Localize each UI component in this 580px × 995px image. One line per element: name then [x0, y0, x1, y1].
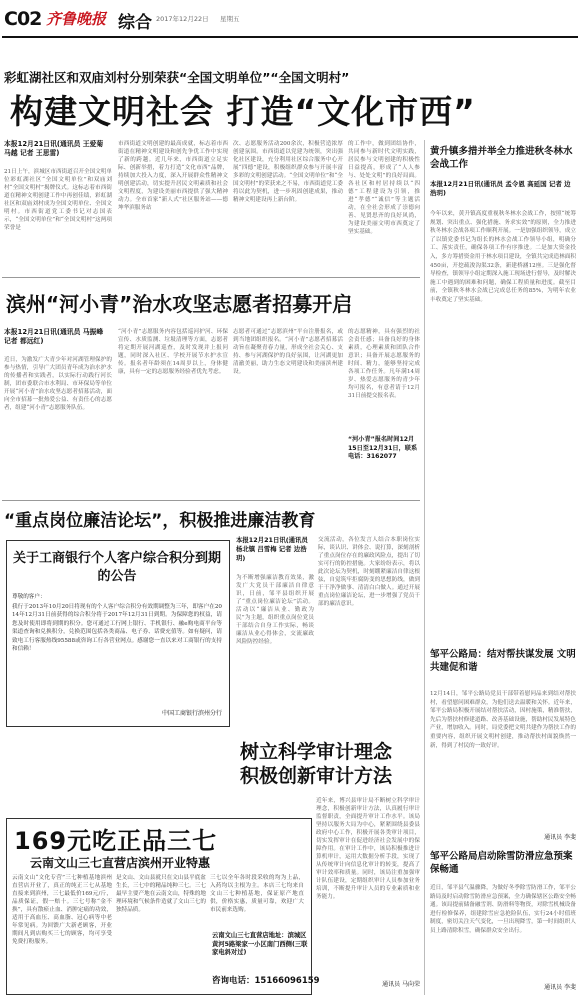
right-column-divider	[424, 140, 425, 995]
article2-headline: 滨州“河小青”治水攻坚志愿者招募开启	[6, 292, 353, 316]
sidebar1-title: 黄升镇多措并举全力推进秋冬林水会战工作	[430, 146, 573, 170]
page-code: C02	[4, 8, 42, 30]
sidebar1-byline: 本报12月21日讯(通讯员 孟令恩 高延国 记者 边浩玥)	[430, 180, 571, 197]
article1-byline: 本报12月21日讯(通讯员 王爱菊 马越 记者 王思雷)	[4, 140, 104, 157]
sidebar3-title: 邹平公路局启动除雪防滑应急预案保畅通	[430, 851, 573, 875]
article4-body: 近年来，博兴县审计局不断树立科学审计理念，积极创新审计方法，认真履行审计监督职责，全面提升审计工作水平。该局坚持以服务大局为中心，紧紧围绕县委县政府中心工作，积极开展各类审计项目，切实发挥审计在促进经济社会发展中的保障作用。在审计工作中，该局积极推进计算机审计，运用大数据分析手段，实现了从传统审计向信息化审计的转变，提高了审计效率和质量。同时，该局注重加强审计队伍建设，定期组织审计人员参加业务培训，不断提升审计人员的专业素质和业务能力。	[316, 798, 420, 900]
article3-top-rule	[2, 500, 420, 501]
sidebar2-signature: 通讯员 李斐	[544, 834, 576, 841]
article2-top-rule	[2, 277, 420, 278]
article1-col2: 市西街道文明创建的最高成就，标志着市西街道在精神文明建设和创先争优工作中实现了新的跨越。近几年来，市西街道立足实际、创新举措，着力打造“文化市西”品牌，持续加大投入力度，深入开展群众性精神文明创建活动，切实提升居民文明素质和社会文明程度，为建设美丽市西提供了强大精神动力。全市首家“新人式”社区服务站——德坤华滨服务站	[118, 141, 228, 211]
article1-col4: 的工作中，做到团结协作，共同参与新时代文明实践，居民参与文明创建的积极性日益提高，形成了“人人参与、处处文明”的良好局面。各社区和村居持续以“四德”工程建设为引领，推进“孝德”“诚信”等主题活动，在全社会形成了崇德向善、见贤思齐的良好风尚，为建设美丽文明市西奠定了坚实基础。	[348, 141, 420, 235]
article3-headline: “重点岗位廉洁论坛”，积极推进廉洁教育	[4, 511, 316, 531]
sidebar3-body: 近日，邹平县气温骤降，为做好冬季除雪防滑工作，邹平公路局及时启动除雪防滑应急预案，全力确保辖区公路安全畅通。该局提前储备融雪剂、防滑料等物资，对除雪机械设备进行检修保养，组建除雪应急抢险队伍，实行24小时值班制度，密切关注天气变化，一旦出现降雪，第一时间组织人员上路清除积雪，确保群众安全出行。	[430, 885, 576, 934]
advert-subhead: 云南文山三七直营店滨州开业特惠	[30, 856, 211, 870]
article3-byline: 本报12月21日讯(通讯员 杨北镇 吕雪梅 记者 边浩玥)	[236, 536, 308, 562]
article2-byline: 本报12月21日讯(通讯员 马振峰 记者 都远红)	[4, 328, 104, 345]
sidebar1-body: 今年以来，黄升镇高度重视秋冬林水会战工作，按照“统筹规划、突出重点、强化措施、务求实效”的原则，全力推进秋冬林水会战各项工作顺利开展。一是加强组织领导，成立了以镇党委书记为组长的林水会战工作领导小组，明确分工、落实责任，确保各项工作有序推进。二是加大资金投入，多方筹措资金用于林水项目建设，全镇共完成造林面积450亩，开挖疏浚沟渠32条，新建桥涵12座。三是强化督导检查，镇领导小组定期深入施工现场进行督导，及时解决施工中遇到的困难和问题，确保工程质量和进度。截至目前，全镇秋冬林水会战已完成总任务的85%，为明年农业丰收奠定了坚实基础。	[430, 211, 576, 303]
article2-col3: 志愿者可通过“志愿滨州”平台注册报名，或到当地团组织报名。“河小青”志愿者招募活动旨在凝聚青春力量，形成全社会关心、支持、参与河湖保护的良好氛围，让河湖更加清澈美丽，助力生态文明建设和美丽滨州建设。	[233, 329, 343, 375]
article4-headline-line1: 树立科学审计理念	[240, 741, 393, 763]
article2-notice: “河小青”报名时间12月15日至12月31日，联系电话：3162077	[348, 436, 418, 460]
advert-col1: 云南文山“文化专营”三七种植基地滨州直营店开业了，真正的纯正三七从基地直接来到滨州，三七最低价169元/斤，品质保证，假一赔十。三七号称“金不换”，具有散瘀止血、消肿定痛的功效，适用于高血压、高血脂、冠心病等中老年常见病。为回馈广大新老顾客，开业期间凡到店购买三七的顾客，均可享受免费打粉服务。	[12, 875, 112, 945]
article1-kicker: 彩虹湖社区和双庙刘村分别荣获“全国文明单位”“全国文明村”	[4, 70, 350, 85]
advert-col2: 是文山、文山县就只在文山县平底盆生长，三七中的精品纯种三七。三七最早主要产地在云南文山，特殊的地理环境和气候条件造就了文山三七的独特品质。	[116, 875, 206, 913]
issue-date: 2017年12月22日	[156, 15, 209, 23]
sidebar3-signature: 通讯员 李斐	[544, 984, 576, 991]
article3-col1: 为不断增强廉洁教育效果，激发广大党员干部廉洁自律意识，日前，邹平县组织开展了“重点岗位廉洁论坛”活动。活动以“廉洁从业、勤政为民”为主题，组织重点岗位党员干部结合自身工作实际，畅谈廉洁从业心得体会，交流廉政风险防控经验。	[236, 575, 314, 645]
article4-signature: 通讯员 马向荣	[382, 981, 420, 988]
article1-col1: 21日上午，滨城区市西街道召开全国文明单位彩虹湖社区“全国文明单位”和双庙刘村“全国文明村”揭牌仪式。这标志着市西街道在精神文明创建工作中再创佳绩，彩虹湖社区和双庙刘村成为全国文明单位、全国文明村。市西街道党工委书记对志国表示，“全国文明单位”和“全国文明村”这两项荣誉是	[4, 169, 112, 231]
article2-col4: 的志愿精神，具有强烈的社会责任感；具备良好的身体素质，心理素质和团队合作意识；具备开展志愿服务的时间、精力，能够坚持完成各项工作任务。凡年满14周岁、热爱志愿服务的青少年均可报名，有意者请于12月31日前提交报名表。	[348, 329, 420, 399]
issue-weekday: 星期五	[220, 15, 240, 23]
sidebar2-body: 12月14日，邹平公路局党员干部带着慰问品来到结对帮扶村，看望慰问困难群众，为他们送去温暖和关怀。近年来，邹平公路局积极开展结对帮扶活动，因村施策，精准帮扶，先后为帮扶村修建道路、改善基础设施，帮助村民发展特色产业，增加收入。同时，局党委把文明共建作为帮扶工作的重要内容，组织开展文明村创建，推动帮扶村面貌焕然一新，得到了村民的一致好评。	[430, 691, 576, 749]
section-name: 综合	[118, 13, 152, 33]
icbc-notice-greeting: 尊敬的客户：	[12, 594, 46, 600]
advert-col3: 三七以全年各时段采收的均为上品，入药均以主根为主。本店三七均来自文山三七种植基地，保证原产地直供，价格实惠，质量可靠，欢迎广大市民前来选购。	[210, 875, 304, 913]
article4-headline-line2: 积极创新审计方法	[240, 765, 393, 787]
masthead-rule	[2, 36, 578, 38]
article3-col2: 交流活动，各位发言人结合本职岗位实际，谈认识、讲体会、说打算，深刻剖析了重点岗位存在的廉政风险点，提出了切实可行的防控措施。大家纷纷表示，将以此次论坛为契机，时刻绷紧廉洁自律这根弦，自觉筑牢拒腐防变的思想防线，做到干干净净做事、清清白白做人。通过开展重点岗位廉洁论坛，进一步增强了党员干部的廉洁意识。	[318, 537, 420, 607]
article2-col2: “河小青”志愿服务内容包括巡河护河、环保宣传、水质监测、垃圾清理等方面，志愿者将定期开展河湖巡查，及时发现并上报问题，同时深入社区、学校开展节水护水宣传。报名者年龄须在14周岁以上，身体健康，具有一定的志愿服务经验者优先考虑。	[118, 329, 228, 375]
masthead	[0, 0, 580, 36]
article1-headline: 构建文明社会 打造“文化市西”	[10, 92, 476, 131]
article1-col3: 次、志愿服务活动200余次，积极营造浓厚创建氛围。市西街道以党建为统领，突出强化社区建设，充分利用社区综合服务中心开展“四德”建设，积极组织群众参与开展丰富多彩的文明创建活动。“全国文明单位”和“全国文明村”的荣获来之不易，市西街道党工委将以此为契机，进一步巩固创建成果，推动精神文明建设再上新台阶。	[233, 141, 343, 203]
advert-address: 云南文山三七直营店地址：滨城区黄河5路梁家一小区南门西侧(三联家电斜对过)	[212, 932, 308, 956]
article2-col1: 近日，为激发广大青少年对河湖管理保护的参与热情，引导广大团员青年成为治水护水的传播者和实践者，以实际行动践行河长制，团市委联合市水利局、市环保局等单位开展“河小青”治水攻坚志愿者招募活动，面向全市招募一批热爱公益、有责任心的志愿者，组建“河小青”志愿服务队伍。	[4, 357, 112, 411]
advert-phone: 咨询电话：15166096159	[212, 976, 320, 986]
advert-headline: 169元吃正品三七	[14, 827, 218, 855]
icbc-notice-title: 关于工商银行个人客户综合积分到期的公告	[12, 551, 221, 584]
icbc-notice-body: 我行于2013年10月20日将现有的个人客户综合积分有效期调整为三年，即客户在2014年12月31日前获得的综合积分将于2017年12月31日到期。为保障您的权益，请您及时使用即将到期的积分。您可通过工行网上银行、手机银行、融e购电商平台等渠道查询和兑换积分，兑换范围包括各类商品、电子券、话费充值等。如有疑问，请致电工行客服热线95588或咨询工行各营业网点。感谢您一直以来对工商银行的支持和信赖！	[12, 604, 222, 653]
sidebar2-title: 邹平公路局：结对帮扶谋发展 文明共建促和谐	[430, 649, 576, 673]
icbc-notice-signature: 中国工商银行滨州分行	[161, 710, 222, 717]
paper-name-logo: 齐鲁晚报	[46, 10, 107, 28]
